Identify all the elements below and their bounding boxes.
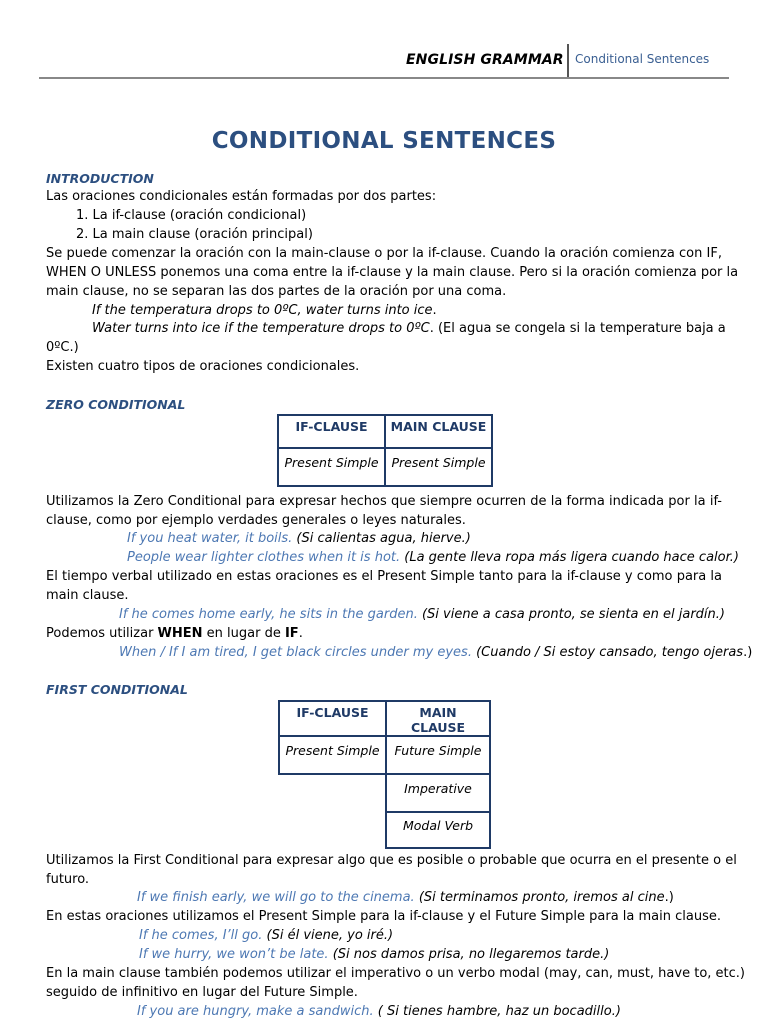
first-paragraph-2: En estas oraciones utilizamos el Present Simple para la if-clause y el Future Simple para la main clause. [46, 909, 721, 924]
zero-example-1-spanish: (Si calientas agua, hierve.) [292, 531, 471, 546]
first-example-1 [137, 888, 722, 907]
first-example-3 [139, 945, 722, 964]
intro-paragraph-1: Las oraciones condicionales están formadas por dos partes: [46, 189, 437, 204]
zero-paragraph-3-part-1: Podemos utilizar [46, 626, 158, 641]
section-heading-first-conditional: FIRST CONDITIONAL [46, 682, 188, 697]
intro-paragraph-2-line-3: main clause, no se separan las dos partes de la oración por una coma. [46, 284, 507, 299]
zero-paragraph-2-line-2: main clause. [46, 588, 129, 603]
zero-table-header-if-clause: IF-CLAUSE [278, 415, 385, 448]
intro-paragraph-2-line-1: Se puede comenzar la oración con la main-clause o por la if-clause. Cuando la oración comienza con IF, [46, 246, 722, 261]
zero-table-cell-if-clause: Present Simple [278, 448, 385, 486]
first-table-cell-imperative: Imperative [386, 774, 490, 812]
zero-paragraph-3-if: IF [284, 626, 299, 641]
section-heading-zero-conditional: ZERO CONDITIONAL [46, 397, 186, 412]
first-example-2-english: If he comes, I’ll go. [139, 928, 263, 943]
first-table-header-main-clause: MAIN CLAUSE [386, 701, 490, 736]
intro-example-1-period: . [432, 303, 437, 318]
intro-paragraph-2-line-2: WHEN O UNLESS ponemos una coma entre la if-clause y la main clause. Pero si la oración comienza por la [46, 265, 739, 280]
header-separator [567, 44, 569, 78]
zero-paragraph-3-when: WHEN [157, 626, 203, 641]
intro-list-item-2: 2. La main clause (oración principal) [76, 227, 313, 242]
first-table-header-if-clause: IF-CLAUSE [279, 701, 386, 736]
first-example-3-english: If we hurry, we won’t be late. [139, 947, 329, 962]
first-example-4-spanish: ( Si tienes hambre, haz un bocadillo.) [373, 1004, 621, 1019]
first-paragraph-1-line-1: Utilizamos la First Conditional para expresar algo que es posible o probable que ocurra en el presente o el [46, 853, 737, 868]
intro-paragraph-3: Existen cuatro tipos de oraciones condicionales. [46, 359, 360, 374]
header-title: ENGLISH GRAMMAR [406, 52, 564, 68]
zero-example-4-english: When / If I am tired, I get black circles under my eyes. [119, 645, 472, 660]
zero-example-1 [127, 529, 722, 548]
section-heading-introduction: INTRODUCTION [46, 171, 154, 186]
zero-paragraph-2-line-1: El tiempo verbal utilizado en estas oraciones es el Present Simple tanto para la if-clause y como para la [46, 569, 722, 584]
first-paragraph-3-line-2: seguido de infinitivo en lugar del Future Simple. [46, 985, 358, 1000]
first-table-empty-cell [279, 774, 386, 812]
header-subtitle: Conditional Sentences [575, 52, 710, 66]
first-example-1-spanish: (Si terminamos pronto, iremos al cine [414, 890, 665, 905]
intro-example-1-text: If the temperatura drops to 0ºC, water turns into ice [92, 303, 433, 318]
zero-example-2-english: People wear lighter clothes when it is hot. [127, 550, 401, 565]
first-example-2-spanish: (Si él viene, yo iré.) [262, 928, 394, 943]
intro-example-1 [92, 301, 722, 320]
zero-paragraph-1-line-1: Utilizamos la Zero Conditional para expresar hechos que siempre ocurren de la forma indicada por la if- [46, 494, 722, 509]
intro-list-item-1: 1. La if-clause (oración condicional) [76, 208, 307, 223]
zero-paragraph-3-period: . [298, 626, 303, 641]
first-example-1-end: .) [664, 890, 674, 905]
zero-table-cell-main-clause: Present Simple [385, 448, 492, 486]
zero-example-2 [127, 548, 739, 567]
first-example-3-spanish: (Si nos damos prisa, no llegaremos tarde.) [328, 947, 610, 962]
zero-paragraph-1-line-2: clause, como por ejemplo verdades generales o leyes naturales. [46, 513, 466, 528]
first-paragraph-3-line-1: En la main clause también podemos utilizar el imperativo o un verbo modal (may, can, must, have to, etc.) [46, 966, 745, 981]
first-paragraph-1-line-2: futuro. [46, 872, 90, 887]
first-example-4-english: If you are hungry, make a sandwich. [137, 1004, 374, 1019]
zero-example-1-english: If you heat water, it boils. [127, 531, 293, 546]
intro-example-2-line-1 [92, 319, 726, 338]
zero-example-3 [119, 605, 725, 624]
first-example-1-english: If we finish early, we will go to the cinema. [137, 890, 415, 905]
zero-conditional-table [277, 414, 493, 487]
first-conditional-table [278, 700, 491, 849]
first-table-cell-if-clause: Present Simple [279, 736, 386, 774]
zero-table-header-main-clause: MAIN CLAUSE [385, 415, 492, 448]
intro-example-2-spanish: . (El agua se congela si la temperature baja a [429, 321, 726, 336]
zero-paragraph-3-part-2: en lugar de [202, 626, 285, 641]
intro-example-2-line-2: 0ºC.) [46, 340, 79, 355]
first-table-empty-cell [279, 812, 386, 848]
zero-example-2-spanish: (La gente lleva ropa más ligera cuando hace calor.) [400, 550, 739, 565]
first-example-4 [137, 1002, 722, 1021]
zero-paragraph-3 [46, 624, 722, 643]
header-rule [39, 77, 729, 79]
zero-example-4 [119, 643, 753, 662]
first-table-cell-modal-verb: Modal Verb [386, 812, 490, 848]
zero-example-4-spanish: (Cuando / Si estoy cansado, tengo ojeras [471, 645, 744, 660]
zero-example-3-english: If he comes home early, he sits in the garden. [119, 607, 418, 622]
page-title: CONDITIONAL SENTENCES [211, 128, 557, 154]
first-table-cell-future-simple: Future Simple [386, 736, 490, 774]
intro-example-2-english: Water turns into ice if the temperature drops to 0ºC [92, 321, 430, 336]
zero-example-3-spanish: (Si viene a casa pronto, se sienta en el jardín.) [417, 607, 725, 622]
zero-example-4-end: .) [743, 645, 753, 660]
first-example-2 [139, 926, 722, 945]
